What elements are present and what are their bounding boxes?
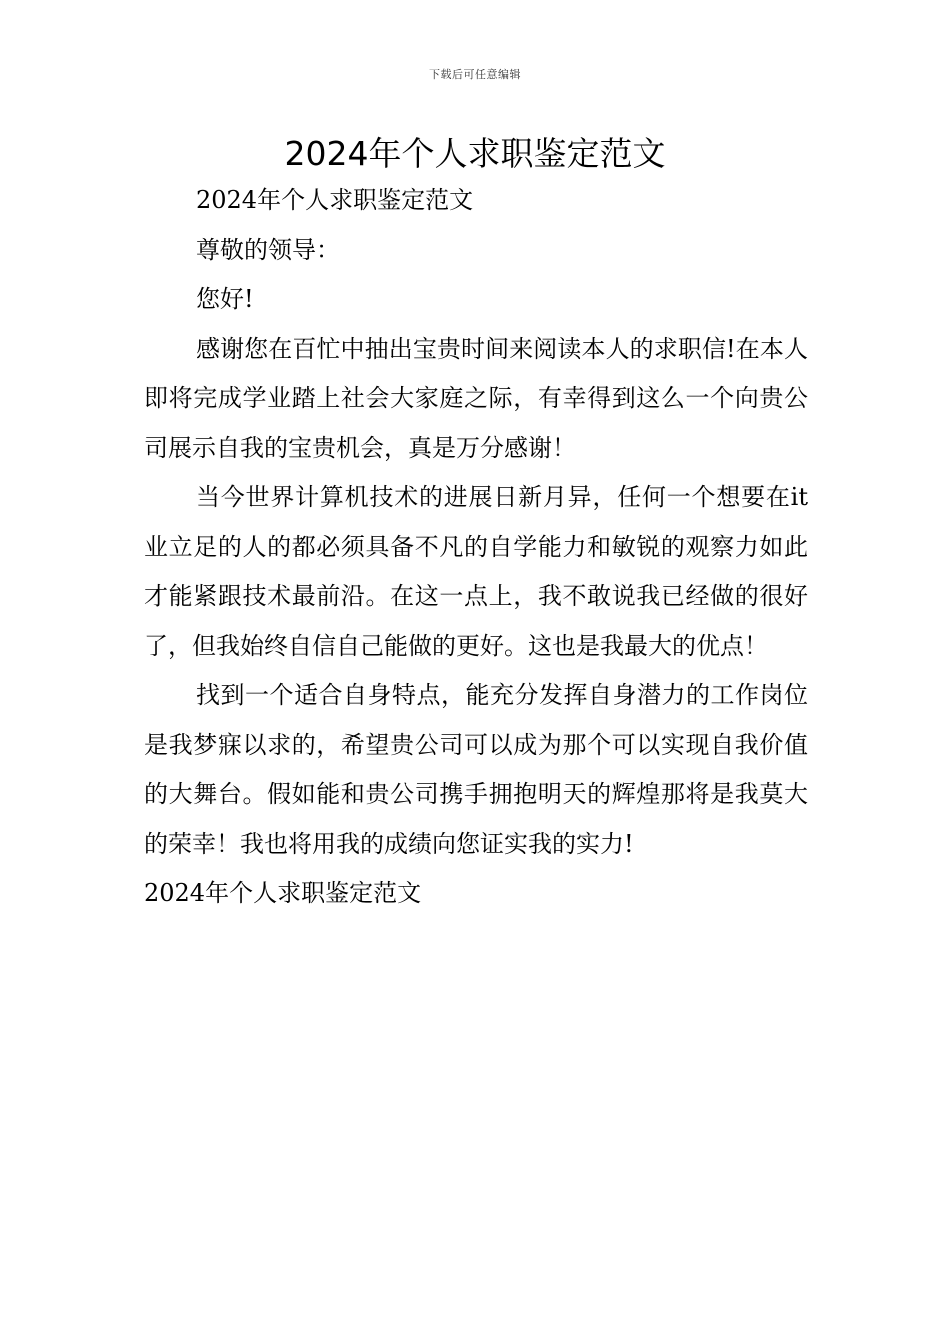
salutation: 尊敬的领导： <box>196 235 340 264</box>
subtitle-line: 2024年个人求职鉴定范文 <box>196 186 474 214</box>
document-body <box>144 176 808 919</box>
document-title: 2024年个人求职鉴定范文 <box>284 134 666 173</box>
paragraph-2: 当今世界计算机技术的进展日新月异，任何一个想要在it业立足的人的都必须具备不凡的自学能力和敏锐的观察力如此才能紧跟技术最前沿。在这一点上，我不敢说我已经做的很好了，但我始终自信自己能做的更好。这也是我最大的优点！ <box>144 483 808 660</box>
greeting: 您好! <box>196 285 254 313</box>
closing-line: 2024年个人求职鉴定范文 <box>144 879 422 907</box>
header-note: 下载后可任意编辑 <box>429 68 521 81</box>
paragraph-3: 找到一个适合自身特点，能充分发挥自身潜力的工作岗位是我梦寐以求的，希望贵公司可以成为那个可以实现自我价值的大舞台。假如能和贵公司携手拥抱明天的辉煌那将是我莫大的荣幸！我也将用我的成绩向您证实我的实力! <box>144 681 808 858</box>
paragraph-1: 感谢您在百忙中抽出宝贵时间来阅读本人的求职信!在本人即将完成学业踏上社会大家庭之际，有幸得到这么一个向贵公司展示自我的宝贵机会，真是万分感谢！ <box>144 334 808 462</box>
